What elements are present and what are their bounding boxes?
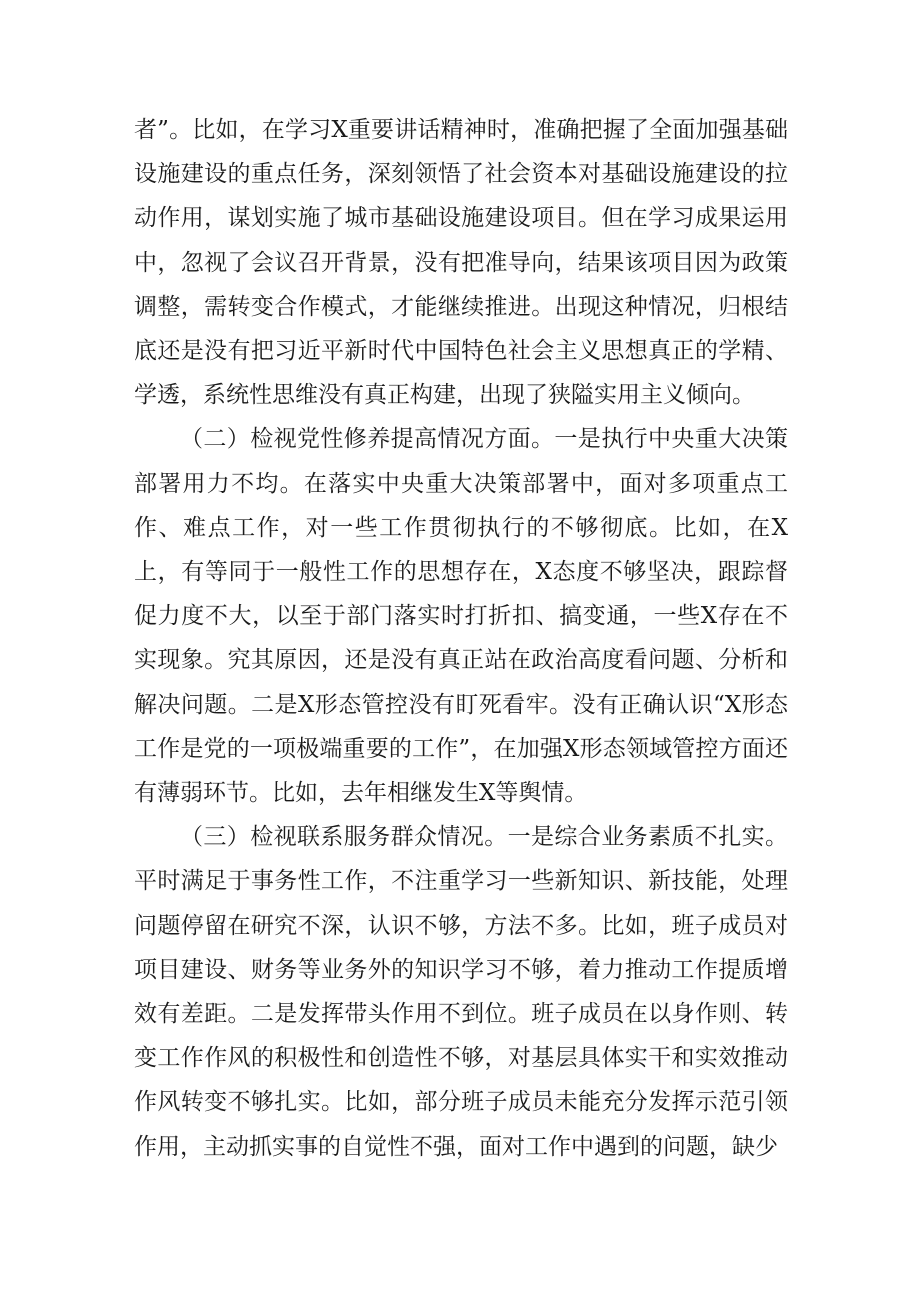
document-body <box>134 108 788 1169</box>
paragraph-2-party-spirit: （二）检视党性修养提高情况方面。一是执行中央重大决策部署用力不均。在落实中央重大决策部署中，面对多项重点工作、难点工作，对一些工作贯彻执行的不够彻底。比如，在X上，有等同于一般性工作的思想存在，X态度不够坚决，跟踪督促力度不大，以至于部门落实时打折扣、搞变通，一些X存在不实现象。究其原因，还是没有真正站在政治高度看问题、分析和解决问题。二是X形态管控没有盯死看牢。没有正确认识“X形态工作是党的一项极端重要的工作”，在加强X形态领域管控方面还有薄弱环节。比如，去年相继发生X等舆情。 <box>134 426 788 807</box>
paragraph-1: 者”。比如，在学习X重要讲话精神时，准确把握了全面加强基础设施建设的重点任务，深刻领悟了社会资本对基础设施建设的拉动作用，谋划实施了城市基础设施建设项目。但在学习成果运用中，忽视了会议召开背景，没有把准导向，结果该项目因为政策调整，需转变合作模式，才能继续推进。出现这种情况，归根结底还是没有把习近平新时代中国特色社会主义思想真正的学精、学透，系统性思维没有真正构建，出现了狭隘实用主义倾向。 <box>134 117 788 409</box>
paragraph-3-serving-masses: （三）检视联系服务群众情况。一是综合业务素质不扎实。平时满足于事务性工作，不注重学习一些新知识、新技能，处理问题停留在研究不深，认识不够，方法不多。比如，班子成员对项目建设、财务等业务外的知识学习不够，着力推动工作提质增效有差距。二是发挥带头作用不到位。班子成员在以身作则、转变工作作风的积极性和创造性不够，对基层具体实干和实效推动作风转变不够扎实。比如，部分班子成员未能充分发挥示范引领作用，主动抓实事的自觉性不强，面对工作中遇到的问题，缺少 <box>134 824 788 1160</box>
